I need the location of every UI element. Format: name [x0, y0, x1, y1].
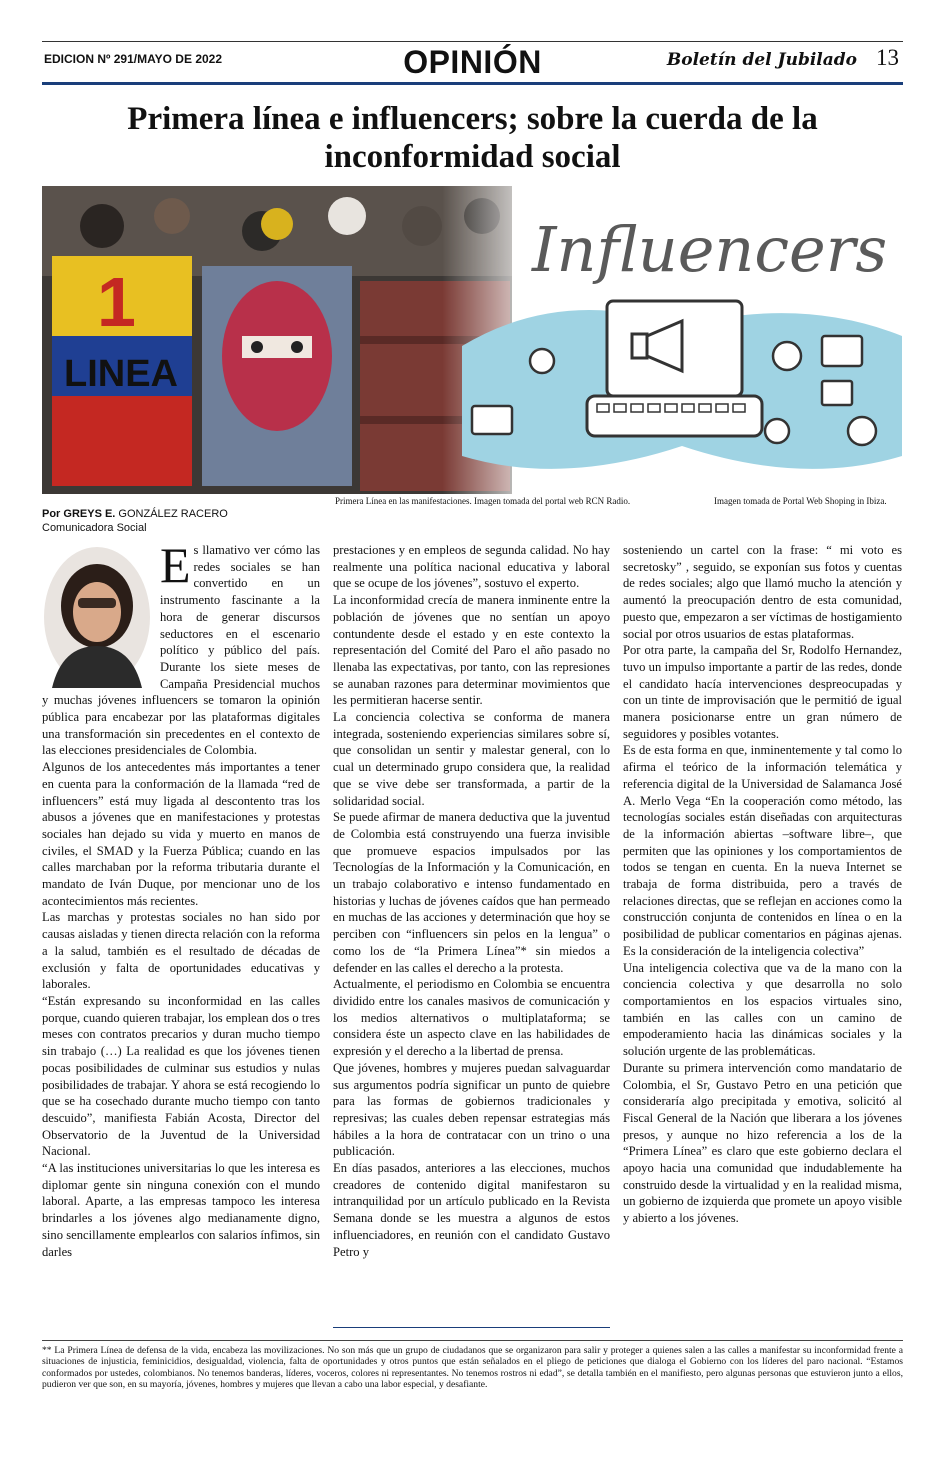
- paragraph: La inconformidad crecía de manera inminente entre la población de jóvenes que no sentían un apoyo contundente desde el estado y en este contexto la representación del Comité del Paro el año pasado no llenaba las expectativas, por tanto, con las represiones se aunaban razones para determinar movimientos que les permitieran hacerse sentir.: [333, 593, 610, 708]
- paragraph: Por otra parte, la campaña del Sr, Rodolfo Hernandez, tuvo un impulso importante a partir de las redes, donde el candidato hacía intervenciones despreocupadas y con un tinte de improvisación que le permitió de igual manera posicionarse entre un gran número de seguidores y posibles votantes.: [623, 643, 902, 741]
- byline-role: Comunicadora Social: [42, 522, 147, 534]
- footnote-rule: [42, 1340, 903, 1341]
- paragraph: “Están expresando su inconformidad en las calles porque, cuando quieren trabajar, los emplean dos o tres meses con contratos precarios y duran mucho tiempo sin trabajo (…) La realidad es que los jóvenes tienen pocas posibilidades de culminar sus estudios y nulas posibilidades de trabajar. Y ahora se está recogiendo lo que se ha cosechado durante mucho tiempo con tanto descuido”, manifiesta Fabián Acosta, Director del Observatorio de la Juventud de la Universidad Nacional.: [42, 993, 320, 1159]
- barrel-number-text: 1: [97, 263, 136, 341]
- paragraph: sosteniendo un cartel con la frase: “ mi voto es secretosky” , seguido, se exponían sus fotos y cuentas de redes sociales; algo que llamó mucho la atención y aumentó la preocupación dentro de esta comunidad, puesto que, empezaron a ser víctimas de hostigamiento social por otros usuarios de estas plataformas.: [623, 543, 902, 641]
- section-title: OPINIÓN: [403, 44, 542, 80]
- paragraph: Es de esta forma en que, inminentemente y tal como lo afirma el teórico de la información telemática y referencia digital de la Universidad de Salamanca José A. Merlo Vega “En la cooperación como método, las tecnologías sociales están diseñadas con arquitecturas de la información abiertas –software libre–, que permiten que las opiniones y los comportamientos de todos se tengan en cuenta. En la nueva Internet se trabaja de forma distribuida, pero a través de relaciones directas, que se reflejan en acciones como la construcción conjunta de contenidos en línea o en la posibilidad de publicar comentarios en páginas ajenas. Es la consideración de la inteligencia colectiva”: [623, 743, 902, 958]
- publication-name: Boletín del Jubilado: [666, 50, 857, 70]
- paragraph: Que jóvenes, hombres y mujeres puedan salvaguardar sus argumentos podría significar un punto de quiebre para las formas de gobiernos tradicionales y represivas; las cuales deben repensar estrategias más hábiles a la hora de contratacar con un trino o una publicación.: [333, 1060, 610, 1159]
- drop-cap: E: [160, 537, 191, 593]
- header-bottom-rule: [42, 82, 903, 85]
- article-column-1: [42, 537, 320, 1260]
- article-column-2: [333, 542, 610, 1260]
- paragraph: Durante su primera intervención como mandatario de Colombia, el Sr, Gustavo Petro en una petición que consideraría algo precipitada y emotiva, solicitó al Fiscal General de la Nación que liberara a los jóvenes presos, y aunque no hizo referencia a los de la “Primera Línea” es claro que este gobierno declara el apoyo hacia una comunidad que indudablemente ha construido desde la virtualidad y en la realidad misma, un gobierno de izquierda que promete un apoyo visible y abierto a los jóvenes.: [623, 1060, 902, 1226]
- article-photo: [42, 186, 904, 494]
- paragraph: s llamativo ver cómo las redes sociales se han convertido en un instrumento fascinante a la hora de generar discursos seductores en el escenario político y público del país. Durante los siete meses de Campaña Presidencial muchos y muchas jóvenes influencers se tomaron la opinión pública para encabezar por las plataformas digitales una transformación sin precedentes en el contexto de las elecciones presidenciales de Colombia.: [42, 543, 320, 758]
- page-number: 13: [876, 45, 899, 70]
- paragraph: Se puede afirmar de manera deductiva que la juventud de Colombia está construyendo una fuerza invisible que promueve espacios impulsados por las Tecnologías de la Información y la Comunicación, en un trabajo colaborativo e intenso fundamentado en historias y luchas de jóvenes caídos que han permeado en muchas de las acciones y determinación que hoy se perciben con “influencers sin pelos en la lengua” o como los de “la Primera Línea”* sin miedos a defender en las calles el derecho a la protesta.: [333, 810, 610, 975]
- footnote: ** La Primera Línea de defensa de la vida, encabeza las movilizaciones. No son más que un grupo de ciudadanos que se organizaron para salir y proteger a quienes salen a las calles a manifestar su inconformidad frente a situaciones de injusticia, feminicidios, desigualdad, violencia, falta de oportunidades y otros puntos que están señalados en el pliego de peticiones que dialoga el Gobierno con los líderes del paro nacional. “Estamos conformados por ustedes, colombianos. No tenemos banderas, líderes, voceros, colores ni representantes. No tenemos rostros ni edad”, se detalla también en el manifiesto, pero algunas personas que estuvieron junto a ellos, pudieron ver que son, en su mayoría, jóvenes, hombres y mujeres que llevan a cabo una labor especial, y desafiante.: [42, 1345, 903, 1391]
- paragraph: Algunos de los antecedentes más importantes a tener en cuenta para la conformación de la llamada “red de influencers” está muy ligada al descontento tras los abusos a jóvenes que en manifestaciones y protestas sociales han dejado su vida y muerto en manos de civiles, el SMAD y la Fuerza Pública; cuando en las calles marchaban por la reforma tributaria durante el mandato de Iván Duque, por mencionar uno de los acontecimientos más recientes.: [42, 760, 320, 908]
- influencers-banner-text: Influencers: [532, 213, 888, 286]
- byline-author-surname: GONZÁLEZ RACERO: [115, 508, 228, 520]
- paragraph: “A las instituciones universitarias lo que les interesa es diplomar gente sin ninguna conexión con el mundo laboral. Aparte, a las empresas tampoco les interesa brindarles a los jóvenes algo medianamente digno, sino sencillamente emplearlos con salarios ínfimos, sin darles: [42, 1161, 320, 1259]
- paragraph: Una inteligencia colectiva que va de la mano con la conciencia colectiva y que desarrolla no solo comportamientos en los espacios virtuales sino, también en las calles con un camino de empoderamiento hacia las dinámicas sociales y la solución urgente de las problemáticas.: [623, 960, 902, 1059]
- byline-author-prefix: Por GREYS E.: [42, 508, 116, 520]
- byline: [42, 508, 228, 520]
- paragraph: Actualmente, el periodismo en Colombia se encuentra dividido entre los canales masivos de comunicación y los medios alternativos o multiplataforma; se considera éste un aspecto clave en las habilidades de expresión y el derecho a la libertad de prensa.: [333, 977, 610, 1059]
- photo-caption-left: Primera Línea en las manifestaciones. Imagen tomada del portal web RCN Radio.: [335, 496, 631, 506]
- paragraph: En días pasados, anteriores a las elecciones, muchos creadores de contenido digital manifestaron su intranquilidad por un artículo publicado en la Revista Semana donde se les muestra a algunos de estos influenciadores, en reunión con el candidato Gustavo Petro y: [333, 1161, 610, 1259]
- photo-composite-illustration: [42, 186, 904, 494]
- article-headline: Primera línea e influencers; sobre la cuerda de la inconformidad social: [127, 101, 818, 175]
- photo-caption-right: Imagen tomada de Portal Web Shoping in Ibiza.: [714, 496, 887, 506]
- paragraph: La conciencia colectiva se conforma de manera integrada, sosteniendo experiencias similares sobre sí, que consolidan un sentir y malestar general, con lo cual un determinado grupo considera que, la realidad que se vive debe ser transformada, a partir de la solidaridad social.: [333, 710, 610, 808]
- paragraph: prestaciones y en empleos de segunda calidad. No hay realmente una política nacional educativa y laboral que se ocupe de los jóvenes”, sostuvo el experto.: [333, 543, 610, 591]
- edition-label: EDICION Nº 291/MAYO DE 2022: [44, 52, 223, 66]
- header-top-rule: [42, 41, 903, 42]
- barrel-word-text: LINEA: [64, 353, 178, 395]
- paragraph: Las marchas y protestas sociales no han sido por causas aisladas y tienen directa relación con la reforma a la salud, también es el resultado de décadas de exclusión y falta de oportunidades educativas y laborales.: [42, 910, 320, 992]
- article-column-3: [623, 542, 902, 1227]
- column-2-end-rule: [333, 1327, 610, 1328]
- author-portrait: [42, 546, 152, 688]
